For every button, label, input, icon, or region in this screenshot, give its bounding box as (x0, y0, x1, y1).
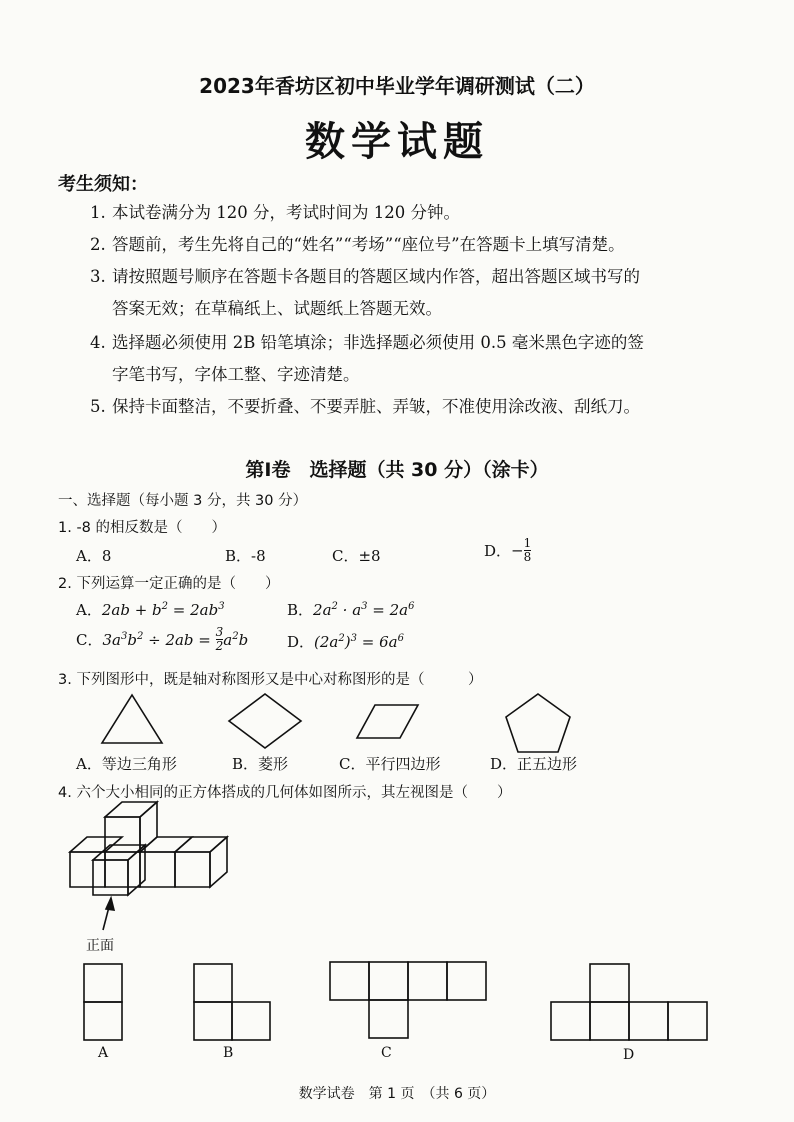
notice-text: 答题前，考生先将自己的“姓名”“考场”“座位号”在答题卡上填写清楚。 (112, 235, 625, 254)
question-4-stem: 4. 六个大小相同的正方体搭成的几何体如图所示，其左视图是（ ） (58, 785, 512, 801)
q3-option-d: D．正五边形 (490, 755, 578, 773)
notice-number: 5. (90, 397, 106, 416)
q2-option-a-label: A． (76, 601, 102, 619)
exam-subtitle: 2023年香坊区初中毕业学年调研测试（二） (199, 74, 595, 98)
question-3-stem: 3. 下列图形中，既是轴对称图形又是中心对称图形的是（ ） (58, 672, 483, 688)
q1-option-a: A．8 (76, 547, 112, 565)
question-2-stem: 2. 下列运算一定正确的是（ ） (58, 576, 280, 592)
notice-number: 1. (90, 203, 106, 222)
view-b-square-bottom-left (194, 1002, 232, 1040)
notice-text: 保持卡面整洁，不要折叠、不要弄脏、弄皱，不准使用涂改液、刮纸刀。 (112, 397, 640, 416)
notice-text: 请按照题号顺序在答题卡各题目的答题区域内作答，超出答题区域书写的 (112, 267, 640, 286)
section-part-heading: 一、选择题（每小题 3 分，共 30 分） (58, 493, 308, 509)
q2-option-b-label: B． (287, 601, 314, 619)
q2-option-d-expr: $(2a^2)^3 = 6a^6$ (314, 633, 404, 651)
view-b-square-bottom-right (232, 1002, 270, 1040)
fraction-numerator: 1 (523, 536, 532, 550)
q2-option-c-fraction: $\frac{3}{2}$ (215, 625, 224, 653)
q3-option-a: A．等边三角形 (76, 755, 177, 773)
view-c-square-2 (369, 962, 408, 1000)
q2-option-b-expr: $2a^2 \cdot a^3 = 2a^6$ (313, 601, 415, 619)
notice-text-cont: 字笔书写，字体工整、字迹清楚。 (112, 365, 360, 384)
fraction-denominator: 8 (523, 550, 532, 564)
notice-number: 3. (90, 267, 106, 286)
front-view-label: 正面 (86, 938, 114, 954)
view-c-label: C (381, 1045, 392, 1061)
notice-number: 4. (90, 333, 106, 352)
q2-option-a-expr: $2ab + b^2 = 2ab^3$ (101, 601, 225, 619)
q2-option-c-expr: $3a^3b^2 \div 2ab$ = (102, 630, 216, 649)
view-a-square-top (84, 964, 122, 1002)
q2-option-c-label: C． (76, 631, 103, 649)
notice-heading: 考生须知： (58, 174, 148, 195)
notice-text: 本试卷满分为 120 分，考试时间为 120 分钟。 (112, 203, 460, 222)
view-c-square-3 (408, 962, 447, 1000)
notice-text: 选择题必须使用 2B 铅笔填涂；非选择题必须使用 0.5 毫米黑色字迹的签 (112, 333, 644, 352)
q3-option-b: B．菱形 (232, 755, 289, 773)
view-c-square-5 (369, 1000, 408, 1038)
view-a-label: A (98, 1045, 109, 1061)
q3-option-c: C．平行四边形 (339, 755, 441, 773)
notice-text-cont: 答案无效；在草稿纸上、试题纸上答题无效。 (112, 299, 442, 318)
section-title: 第Ⅰ卷 选择题（共 30 分）（涂卡） (245, 459, 549, 481)
view-b-square-top (194, 964, 232, 1002)
notice-number: 2. (90, 235, 106, 254)
view-d-label: D (623, 1047, 635, 1063)
q2-option-c: C．$3a^3b^2 \div 2ab$ = $\frac{3}{2}$ $a^2b$ (76, 625, 249, 653)
view-a-square-bottom (84, 1002, 122, 1040)
view-d-square-1 (551, 1002, 590, 1040)
view-d-square-top (590, 964, 629, 1002)
view-d-square-2 (590, 1002, 629, 1040)
q2-option-d-label: D． (287, 633, 315, 651)
view-d-square-4 (668, 1002, 707, 1040)
q1-option-b: B．-8 (225, 547, 266, 565)
page-footer: 数学试卷 第 1 页 （共 6 页） (298, 1086, 496, 1102)
q1-option-c: C．±8 (332, 547, 381, 565)
exam-title: 数学试题 (305, 119, 489, 165)
question-1-stem: 1. -8 的相反数是（ ） (58, 520, 227, 536)
view-c-square-1 (330, 962, 369, 1000)
q1-option-d-label: D． (484, 542, 512, 560)
q1-option-d-sign: − (511, 541, 524, 560)
view-c-square-4 (447, 962, 486, 1000)
view-b-label: B (223, 1045, 234, 1061)
view-d-square-3 (629, 1002, 668, 1040)
